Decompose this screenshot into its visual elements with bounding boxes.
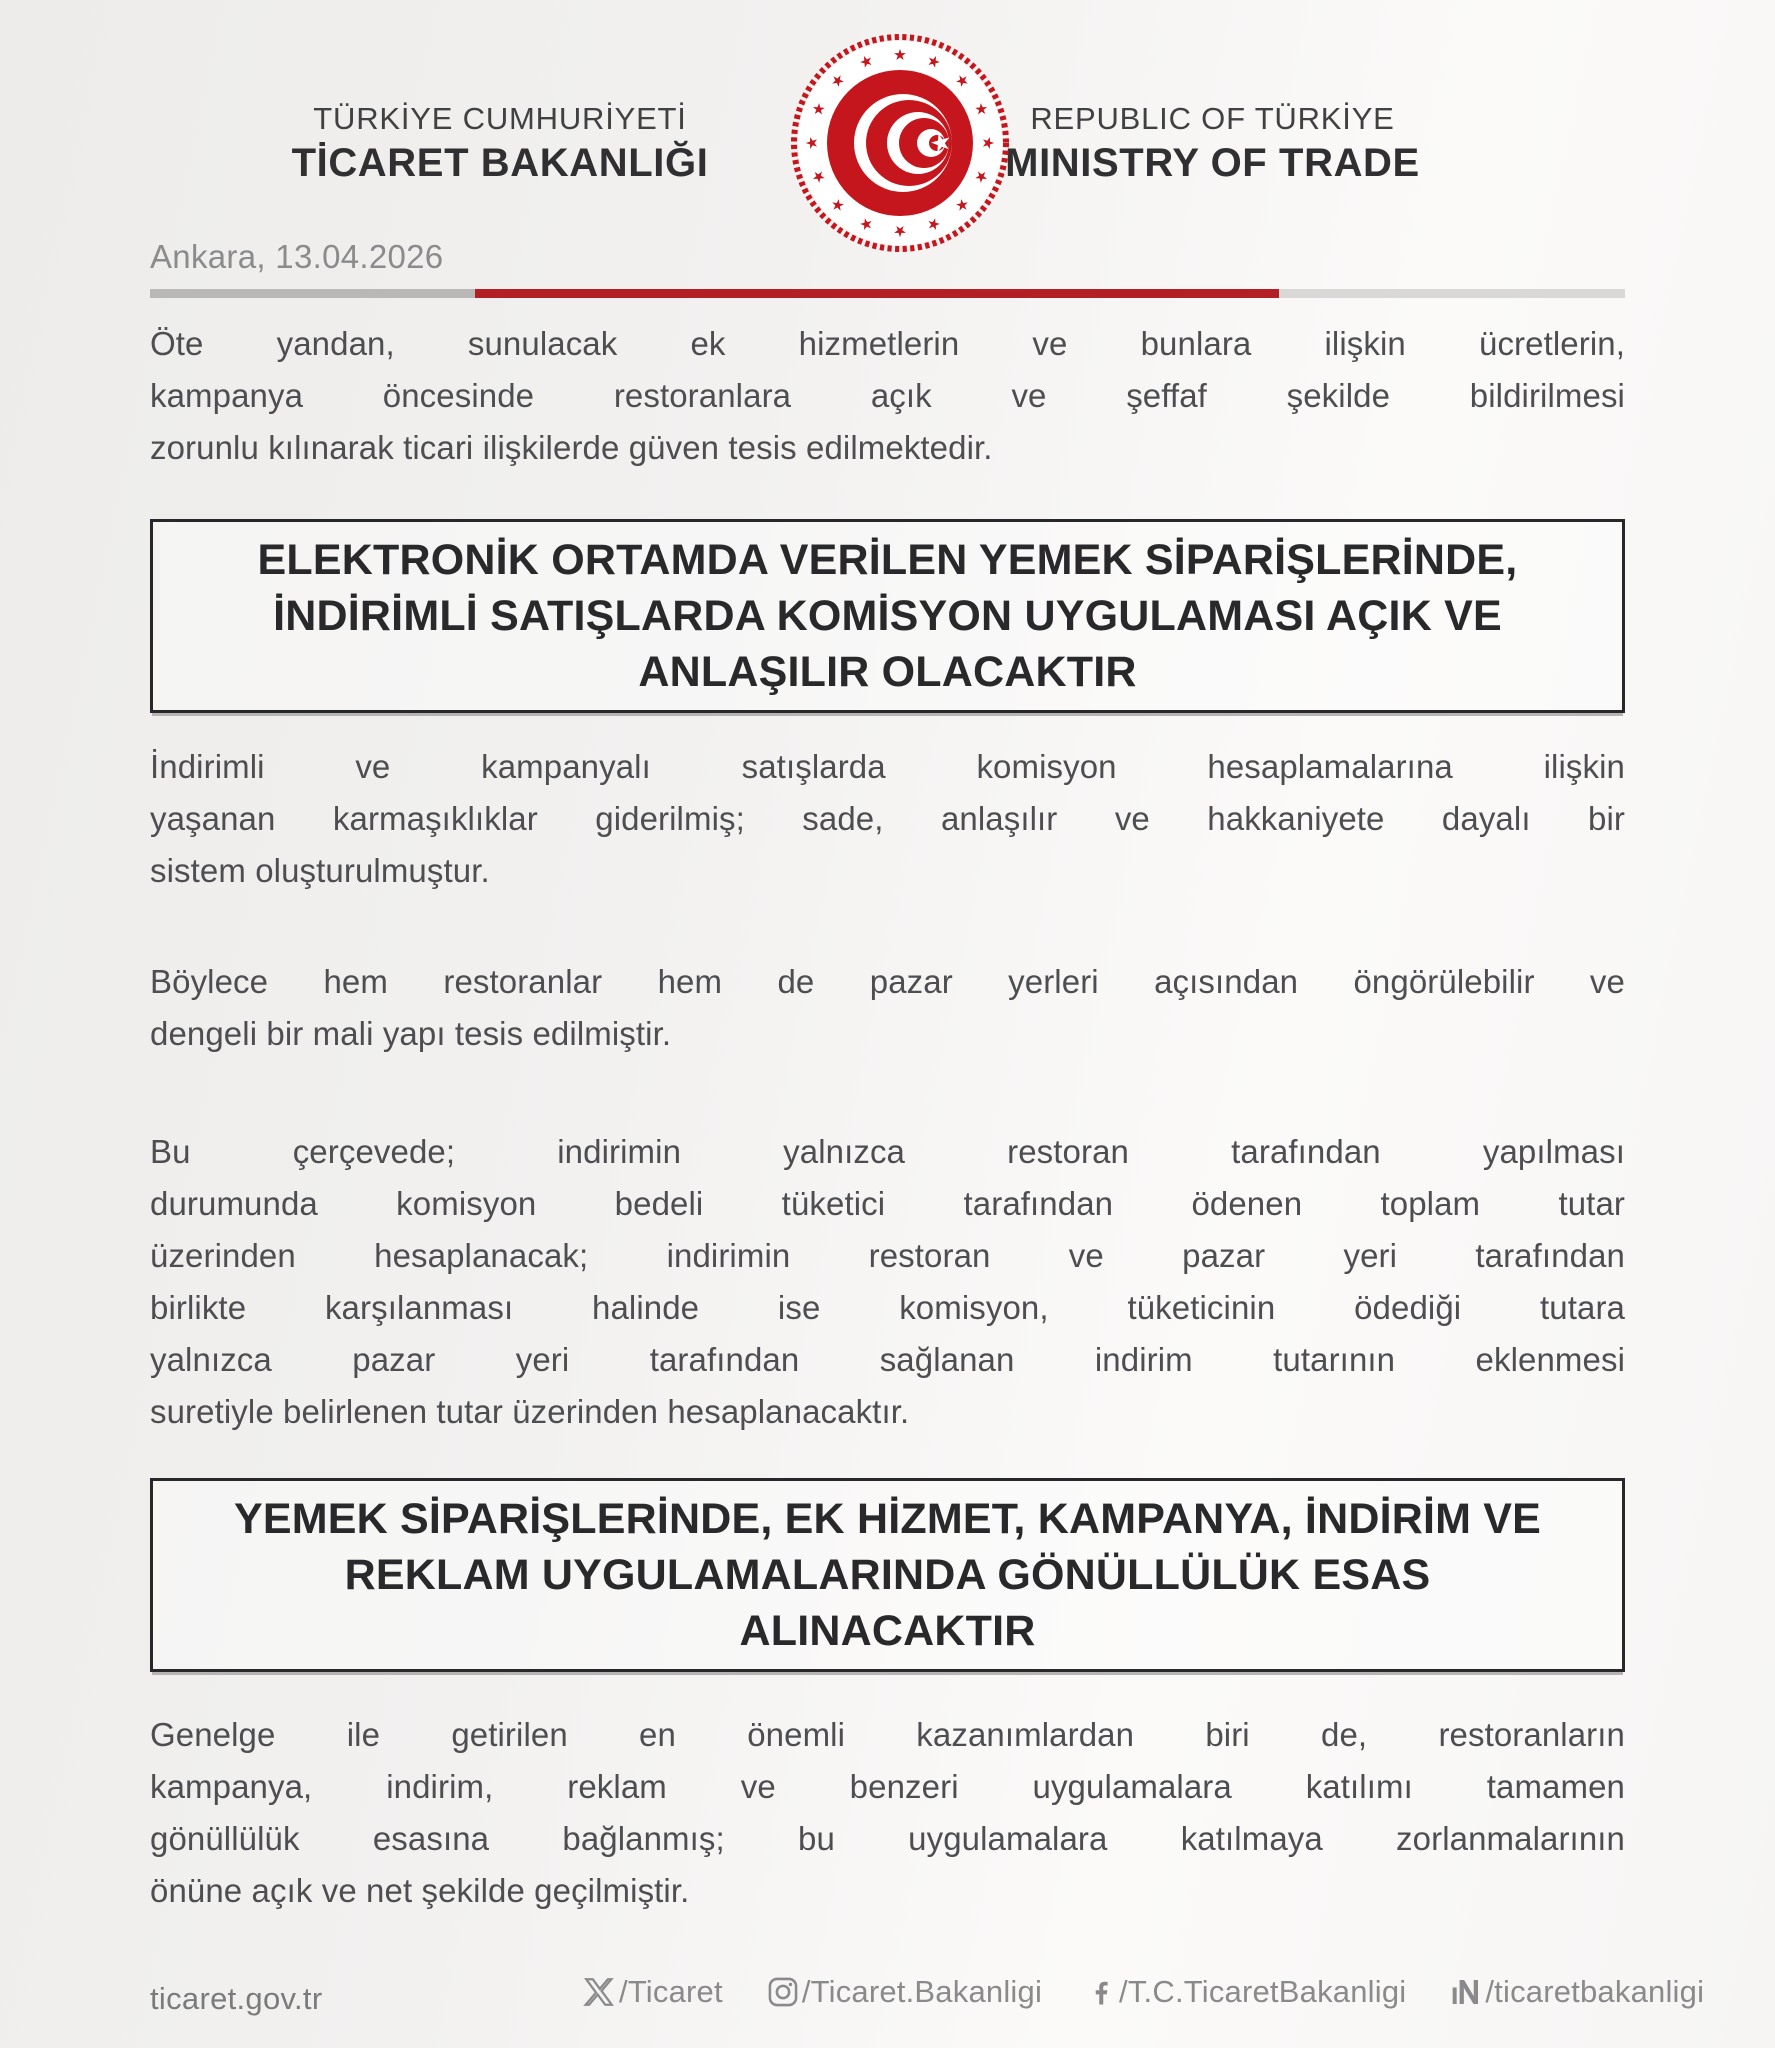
crescent-spiral (827, 70, 973, 216)
text-line: ALINACAKTIR (739, 1607, 1036, 1655)
text-line: REKLAM UYGULAMALARINDA GÖNÜLLÜLÜK ESAS (344, 1551, 1431, 1599)
header-right-line1: REPUBLIC OF TÜRKİYE (1030, 101, 1395, 136)
text-line: Bu çerçevede; indirimin yalnızca restoran tarafından yapılması (150, 1133, 1625, 1170)
paragraph-balanced-structure (150, 956, 1625, 1060)
header-left-line2: TİCARET BAKANLIĞI (291, 141, 709, 185)
social-handle: /T.C.TicaretBakanligi (1119, 1974, 1407, 2009)
text-line: üzerinden hesaplanacak; indirimin restoran ve pazar yeri tarafından (150, 1237, 1625, 1274)
text-line: durumunda komisyon bedeli tüketici tarafından ödenen toplam tutar (150, 1185, 1625, 1222)
social-link-instagram[interactable] (767, 1974, 1042, 2010)
instagram-icon (767, 1976, 799, 2008)
text-line: dengeli bir mali yapı tesis edilmiştir. (150, 1015, 672, 1052)
footer-social-links (582, 1974, 1704, 2010)
heading-box-commission (150, 519, 1625, 713)
header-left-line1: TÜRKİYE CUMHURİYETİ (313, 101, 687, 136)
ministry-of-trade-logo (790, 33, 1010, 253)
header-right-line2: MINISTRY OF TRADE (1005, 141, 1420, 185)
header-right-title (990, 99, 1435, 187)
tricolor-divider (150, 289, 1625, 298)
text-line: suretiyle belirlenen tutar üzerinden hesaplanacaktır. (150, 1393, 910, 1430)
social-link-facebook[interactable] (1086, 1974, 1406, 2010)
text-line: Genelge ile getirilen en önemli kazanımlardan biri de, restoranların (150, 1716, 1625, 1753)
text-line: zorunlu kılınarak ticari ilişkilerde güven tesis edilmektedir. (150, 429, 993, 466)
text-line: YEMEK SİPARİŞLERİNDE, EK HİZMET, KAMPANYA, İNDİRİM VE (233, 1495, 1542, 1543)
social-handle: /Ticaret.Bakanligi (801, 1974, 1043, 2009)
header-left-title (150, 99, 850, 187)
dateline: Ankara, 13.04.2026 (150, 238, 444, 275)
text-line: sistem oluşturulmuştur. (150, 852, 490, 889)
divider-red-segment (475, 289, 1279, 298)
text-line: gönüllülük esasına bağlanmış; bu uygulamalara katılmaya zorlanmalarının (150, 1820, 1625, 1857)
text-line: önüne açık ve net şekilde geçilmiştir. (150, 1872, 690, 1909)
x-icon (582, 1975, 616, 2009)
text-line: ANLAŞILIR OLACAKTIR (638, 648, 1137, 696)
paragraph-commission-calculation (150, 1126, 1625, 1438)
text-line: İNDİRİMLİ SATIŞLARDA KOMİSYON UYGULAMASI AÇIK VE (273, 592, 1502, 640)
footer-website[interactable]: ticaret.gov.tr (150, 1981, 323, 2016)
text-line: yalnızca pazar yeri tarafından sağlanan indirim tutarının eklenmesi (150, 1341, 1625, 1378)
text-line: yaşanan karmaşıklıklar giderilmiş; sade, anlaşılır ve hakkaniyete dayalı bir (150, 800, 1625, 837)
ministry-emblem-svg (790, 33, 1010, 253)
text-line: birlikte karşılanması halinde ise komisyon, tüketicinin ödediği tutara (150, 1289, 1625, 1326)
paragraph-discounted-sales (150, 741, 1625, 897)
social-link-x[interactable] (582, 1974, 723, 2010)
text-line: Öte yandan, sunulacak ek hizmetlerin ve bunlara ilişkin ücretlerin, (150, 325, 1625, 362)
divider-gray-segment (150, 289, 475, 298)
text-line: kampanya, indirim, reklam ve benzeri uygulamalara katılımı tamamen (150, 1768, 1625, 1805)
paragraph-transparency (150, 318, 1625, 474)
social-link-nsosyal[interactable] (1450, 1974, 1704, 2010)
facebook-icon (1086, 1977, 1116, 2007)
paragraph-voluntary-participation (150, 1709, 1625, 1917)
text-line: İndirimli ve kampanyalı satışlarda komisyon hesaplamalarına ilişkin (150, 748, 1625, 785)
text-line: kampanya öncesinde restoranlara açık ve şeffaf şekilde bildirilmesi (150, 377, 1625, 414)
heading-box-voluntariness (150, 1478, 1625, 1672)
divider-lightgray-segment (1279, 289, 1625, 298)
nsosyal-icon (1450, 1976, 1482, 2008)
social-handle: /Ticaret (619, 1974, 723, 2009)
text-line: Böylece hem restoranlar hem de pazar yerleri açısından öngörülebilir ve (150, 963, 1625, 1000)
social-handle: /ticaretbakanligi (1485, 1974, 1705, 2009)
text-line: ELEKTRONİK ORTAMDA VERİLEN YEMEK SİPARİŞLERİNDE, (257, 536, 1518, 584)
